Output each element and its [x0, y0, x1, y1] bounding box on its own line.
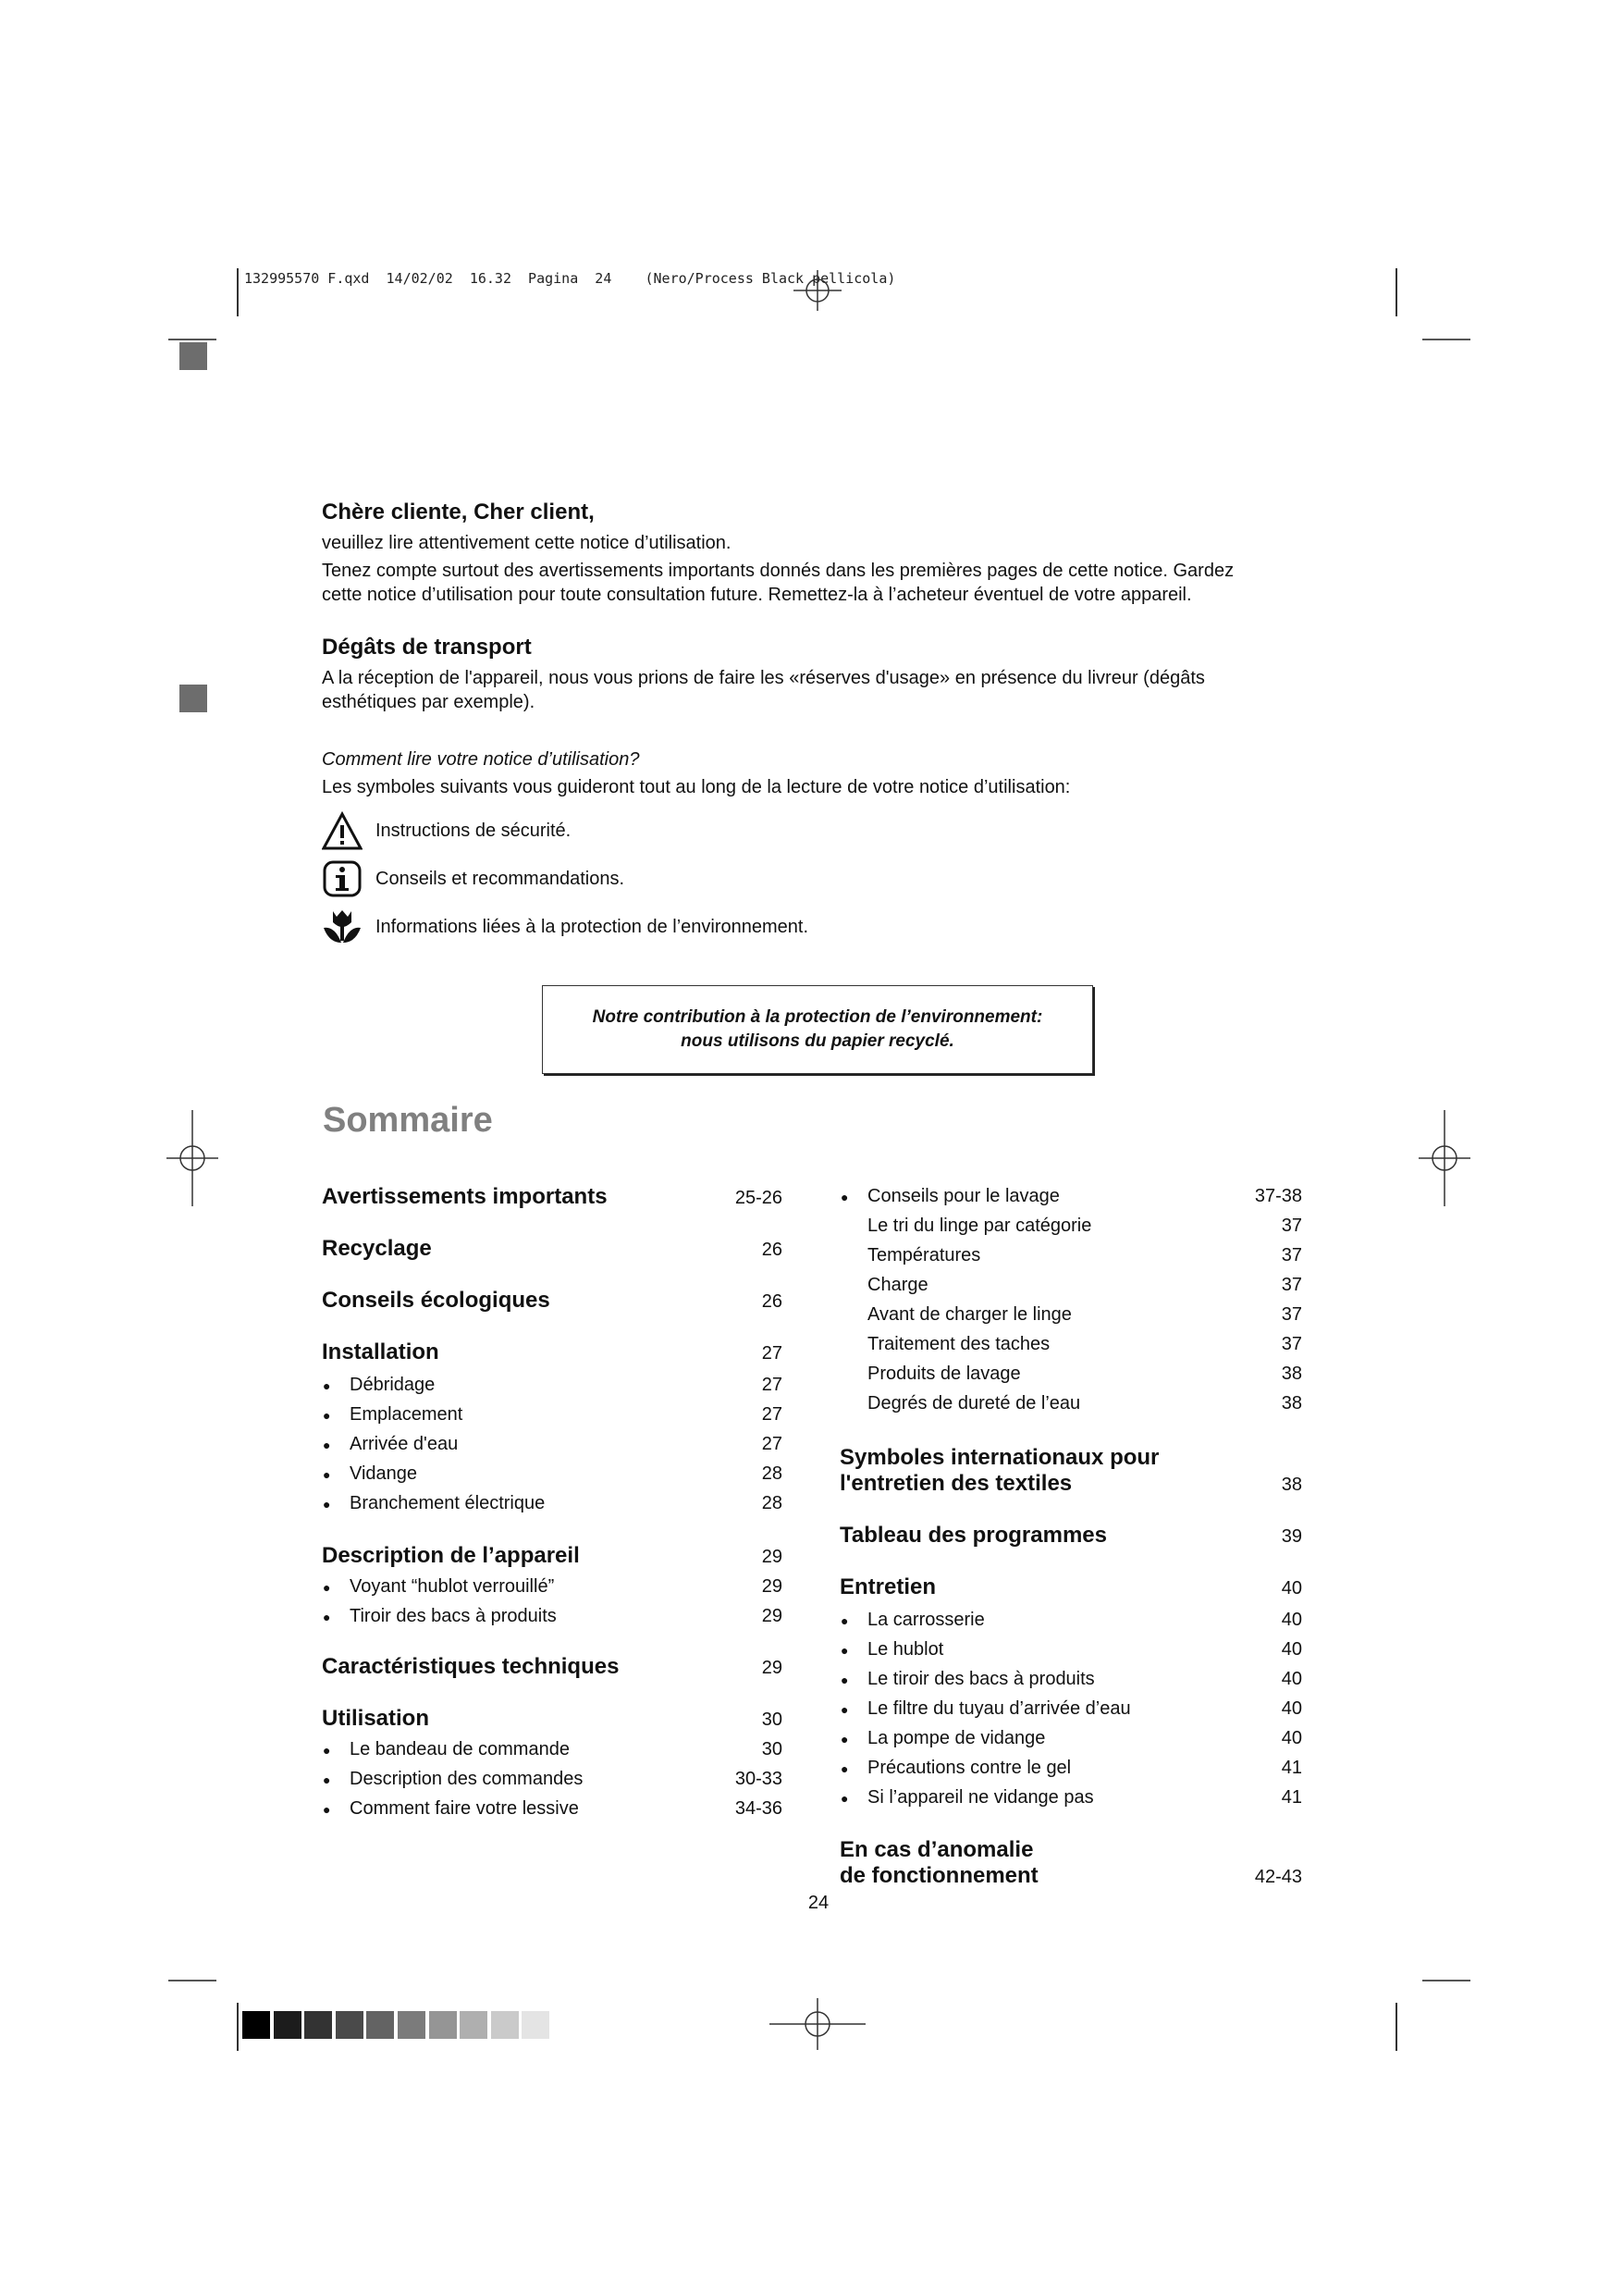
eco-box-line: nous utilisons du papier recyclé.	[681, 1031, 954, 1051]
toc-page: 40	[1281, 1610, 1302, 1630]
toc-page: 26	[761, 1240, 782, 1260]
color-bar-swatch	[429, 2011, 457, 2039]
toc-subitem-row	[867, 1304, 1302, 1326]
toc-label: Tableau des programmes	[840, 1523, 1107, 1548]
toc-page: 30	[761, 1710, 782, 1730]
toc-page: 27	[761, 1343, 782, 1364]
registration-mark-top	[793, 266, 842, 315]
toc-label: ● Tiroir des bacs à produits	[350, 1606, 557, 1627]
symbol-text: Informations liées à la protection de l’environnement.	[375, 916, 809, 937]
toc-page: 38	[1281, 1393, 1302, 1413]
toc-subitem-row	[350, 1375, 782, 1396]
crop-mark	[1422, 339, 1470, 340]
toc-page: 42-43	[1254, 1867, 1302, 1887]
toc-subitem-row	[867, 1275, 1302, 1296]
crop-mark	[1422, 1980, 1470, 1981]
toc-page: 41	[1281, 1758, 1302, 1778]
toc-page: 28	[761, 1493, 782, 1513]
howto-line: Les symboles suivants vous guideront tout au long de la lecture de votre notice d’utilisation:	[322, 777, 1071, 797]
toc-heading-row	[840, 1863, 1302, 1889]
toc-label: Avant de charger le linge	[867, 1304, 1072, 1325]
toc-subitem-row	[350, 1606, 782, 1627]
toc-heading-row	[322, 1236, 782, 1262]
color-bar-swatch	[398, 2011, 425, 2039]
toc-label: ● Conseils pour le lavage	[867, 1186, 1060, 1207]
toc-subitem-row	[350, 1798, 782, 1820]
toc-page: 25-26	[734, 1188, 782, 1208]
toc-page: 27	[761, 1434, 782, 1454]
toc-label: ● Précautions contre le gel	[867, 1758, 1071, 1779]
tulip-environment-icon	[322, 907, 364, 947]
greeting-paragraph-line: Tenez compte surtout des avertissements importants donnés dans les premières pages de cette notice. Gardez	[322, 561, 1235, 581]
toc-label: Traitement des taches	[867, 1334, 1051, 1354]
color-bar-swatch	[274, 2011, 301, 2039]
toc-label: de fonctionnement	[840, 1863, 1039, 1888]
grey-square-marker	[179, 685, 207, 712]
toc-label: ● Emplacement	[350, 1404, 462, 1426]
toc-heading-row	[322, 1654, 782, 1680]
toc-page: 34-36	[734, 1798, 782, 1819]
howto-title: Comment lire votre notice d’utilisation?	[322, 749, 640, 770]
symbol-text: Conseils et recommandations.	[375, 868, 625, 889]
color-bar-swatch	[522, 2011, 549, 2039]
toc-subitem-row	[867, 1364, 1302, 1385]
toc-page: 37	[1281, 1304, 1302, 1325]
toc-page: 38	[1281, 1475, 1302, 1495]
toc-subitem-row	[350, 1434, 782, 1455]
toc-page: 27	[761, 1375, 782, 1395]
toc-subitem-row	[867, 1728, 1302, 1749]
crop-mark	[1396, 2003, 1397, 2051]
color-bar-swatch	[460, 2011, 487, 2039]
transport-title: Dégâts de transport	[322, 635, 532, 660]
toc-page: 40	[1281, 1639, 1302, 1660]
toc-page: 37	[1281, 1275, 1302, 1295]
toc-page: 40	[1281, 1728, 1302, 1748]
toc-label: En cas d’anomalie	[840, 1837, 1034, 1862]
crop-mark	[237, 268, 239, 316]
toc-label: Entretien	[840, 1574, 937, 1599]
transport-line: A la réception de l'appareil, nous vous prions de faire les «réserves d'usage» en présence du livreur (dégâts	[322, 668, 1205, 688]
toc-page: 39	[1281, 1526, 1302, 1547]
toc-subitem-row	[867, 1610, 1302, 1631]
toc-subitem-row	[350, 1404, 782, 1426]
toc-subitem-row	[867, 1669, 1302, 1690]
toc-label: ● Le hublot	[867, 1639, 943, 1660]
toc-page: 40	[1281, 1669, 1302, 1689]
toc-label: Symboles internationaux pour	[840, 1445, 1160, 1470]
symbol-row	[322, 810, 571, 851]
page-number: 24	[807, 1893, 830, 1913]
toc-page: 37	[1281, 1245, 1302, 1265]
toc-label: ● La pompe de vidange	[867, 1728, 1045, 1749]
toc-label: ● Le filtre du tuyau d’arrivée d’eau	[867, 1698, 1131, 1720]
toc-label: Conseils écologiques	[322, 1288, 550, 1313]
toc-label: ● Voyant “hublot verrouillé”	[350, 1576, 554, 1598]
toc-label: ● Vidange	[350, 1463, 417, 1485]
toc-page: 41	[1281, 1787, 1302, 1808]
toc-subitem-row	[867, 1186, 1302, 1207]
toc-page: 40	[1281, 1578, 1302, 1599]
toc-page: 37	[1281, 1216, 1302, 1236]
toc-label: ● Débridage	[350, 1375, 435, 1396]
toc-label: Caractéristiques techniques	[322, 1654, 620, 1679]
color-bar-swatch	[304, 2011, 332, 2039]
greeting-title: Chère cliente, Cher client,	[322, 500, 595, 525]
toc-label: l'entretien des textiles	[840, 1471, 1073, 1496]
toc-heading-row	[840, 1837, 1302, 1863]
toc-subitem-row	[867, 1393, 1302, 1414]
toc-subitem-row	[867, 1758, 1302, 1779]
toc-heading-row	[840, 1471, 1302, 1497]
toc-page: 37	[1281, 1334, 1302, 1354]
crop-mark	[168, 1980, 216, 1981]
toc-subitem-row	[350, 1576, 782, 1598]
toc-page: 28	[761, 1463, 782, 1484]
registration-mark-right	[1419, 1110, 1470, 1206]
toc-label: Recyclage	[322, 1236, 432, 1261]
toc-page: 30	[761, 1739, 782, 1759]
crop-mark	[168, 339, 216, 340]
toc-label: Description de l’appareil	[322, 1543, 580, 1568]
toc-label: Utilisation	[322, 1706, 430, 1731]
toc-label: ● Arrivée d'eau	[350, 1434, 458, 1455]
toc-label: ● Si l’appareil ne vidange pas	[867, 1787, 1094, 1808]
toc-subitem-row	[867, 1334, 1302, 1355]
toc-subitem-row	[350, 1739, 782, 1760]
toc-label: Températures	[867, 1245, 981, 1265]
toc-heading-row	[322, 1339, 782, 1365]
symbol-row	[322, 858, 624, 899]
eco-box-line: Notre contribution à la protection de l’environnement:	[592, 1007, 1043, 1027]
toc-label: ● Comment faire votre lessive	[350, 1798, 579, 1820]
toc-page: 40	[1281, 1698, 1302, 1719]
sommaire-title: Sommaire	[323, 1101, 493, 1140]
toc-page: 29	[761, 1576, 782, 1597]
eco-contribution-box	[542, 985, 1093, 1074]
warning-triangle-icon	[322, 810, 364, 851]
toc-label: Le tri du linge par catégorie	[867, 1216, 1092, 1236]
print-slug: 132995570 F.qxd 14/02/02 16.32 Pagina 24 (Nero/Process Black pellicola)	[244, 270, 896, 287]
toc-heading-row	[322, 1706, 782, 1732]
toc-subitem-row	[867, 1639, 1302, 1660]
toc-label: Degrés de dureté de l’eau	[867, 1393, 1081, 1413]
toc-label: ● Description des commandes	[350, 1769, 583, 1790]
toc-subitem-row	[350, 1463, 782, 1485]
toc-page: 26	[761, 1291, 782, 1312]
toc-subitem-row	[867, 1245, 1302, 1266]
toc-heading-row	[322, 1288, 782, 1314]
toc-label: ● Branchement électrique	[350, 1493, 545, 1514]
color-bar-swatch	[366, 2011, 394, 2039]
toc-label: Produits de lavage	[867, 1364, 1021, 1384]
greeting-paragraph-line: cette notice d’utilisation pour toute consultation future. Remettez-la à l’acheteur éventuel de votre appareil.	[322, 585, 1192, 605]
color-bar-swatch	[336, 2011, 363, 2039]
crop-mark	[1396, 268, 1397, 316]
toc-page: 30-33	[734, 1769, 782, 1789]
grey-square-marker	[179, 342, 207, 370]
symbol-row	[322, 907, 808, 947]
toc-page: 37-38	[1254, 1186, 1302, 1206]
toc-label: ● Le tiroir des bacs à produits	[867, 1669, 1095, 1690]
registration-mark-left	[166, 1110, 218, 1206]
crop-mark	[237, 2003, 239, 2051]
toc-label: ● Le bandeau de commande	[350, 1739, 570, 1760]
toc-label: ● La carrosserie	[867, 1610, 985, 1631]
toc-subitem-row	[867, 1787, 1302, 1808]
toc-subitem-row	[350, 1769, 782, 1790]
symbol-text: Instructions de sécurité.	[375, 820, 572, 841]
toc-label: Installation	[322, 1339, 439, 1364]
registration-mark-bottom	[769, 1998, 866, 2050]
toc-subitem-row	[867, 1216, 1302, 1237]
toc-page: 29	[761, 1547, 782, 1567]
toc-heading-row	[840, 1523, 1302, 1549]
toc-page: 29	[761, 1606, 782, 1626]
toc-page: 29	[761, 1658, 782, 1678]
transport-line: esthétiques par exemple).	[322, 692, 535, 712]
toc-heading-row	[840, 1445, 1302, 1471]
info-icon	[322, 858, 364, 899]
toc-heading-row	[840, 1574, 1302, 1600]
toc-subitem-row	[350, 1493, 782, 1514]
color-bar-swatch	[242, 2011, 270, 2039]
toc-subitem-row	[867, 1698, 1302, 1720]
greeting-line: veuillez lire attentivement cette notice d’utilisation.	[322, 533, 732, 553]
toc-page: 27	[761, 1404, 782, 1425]
color-bar-swatch	[491, 2011, 519, 2039]
toc-label: Charge	[867, 1275, 928, 1295]
toc-heading-row	[322, 1543, 782, 1569]
toc-heading-row	[322, 1184, 782, 1210]
toc-label: Avertissements importants	[322, 1184, 608, 1209]
toc-page: 38	[1281, 1364, 1302, 1384]
